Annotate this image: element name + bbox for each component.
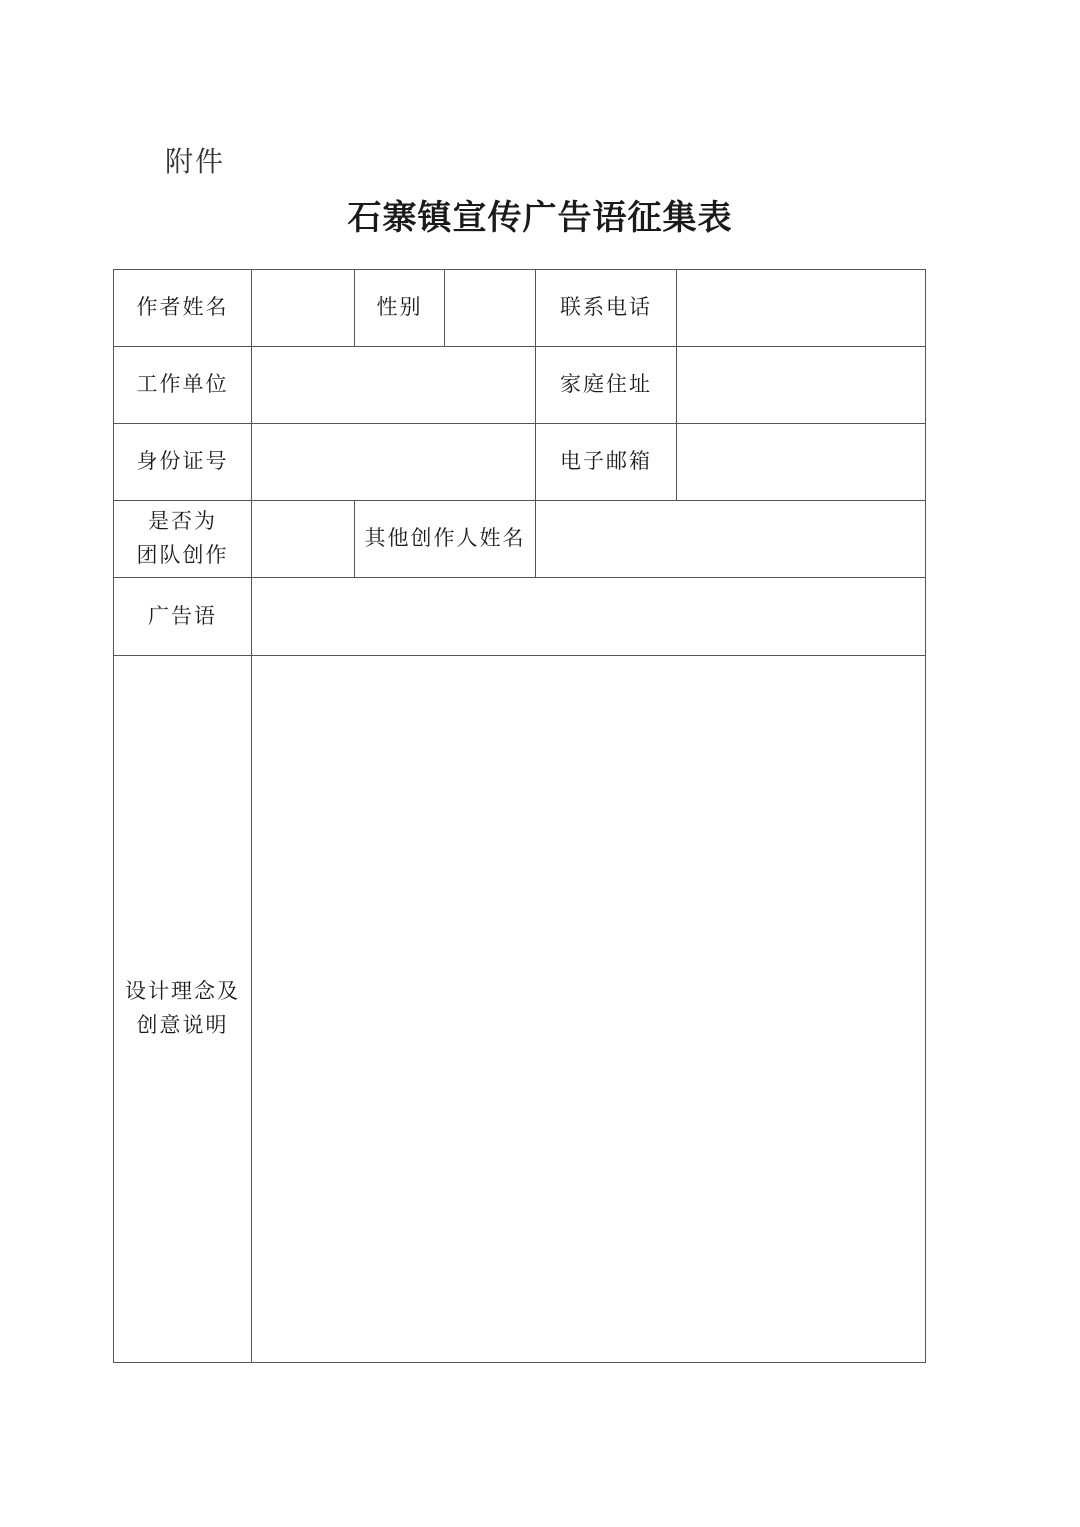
- team-creation-field[interactable]: [252, 501, 355, 578]
- id-number-field[interactable]: [252, 424, 536, 501]
- design-concept-label: [114, 656, 252, 1363]
- work-unit-field[interactable]: [252, 347, 536, 424]
- author-name-field[interactable]: [252, 270, 355, 347]
- slogan-submission-form: [113, 269, 926, 1363]
- email-label: 电子邮箱: [536, 424, 677, 501]
- team-creation-label: [114, 501, 252, 578]
- design-concept-field[interactable]: [252, 656, 926, 1363]
- other-creators-label: 其他创作人姓名: [355, 501, 536, 578]
- phone-label: 联系电话: [536, 270, 677, 347]
- page-title: 石寨镇宣传广告语征集表: [347, 198, 733, 238]
- design-concept-label-line1: 设计理念及: [125, 979, 240, 1004]
- attachment-label: 附件: [165, 145, 226, 178]
- email-field[interactable]: [677, 424, 926, 501]
- slogan-label: 广告语: [114, 578, 252, 656]
- team-creation-label-line1: 是否为: [148, 509, 217, 534]
- work-unit-label: 工作单位: [114, 347, 252, 424]
- slogan-field[interactable]: [252, 578, 926, 656]
- other-creators-field[interactable]: [536, 501, 926, 578]
- home-address-label: 家庭住址: [536, 347, 677, 424]
- id-number-label: 身份证号: [114, 424, 252, 501]
- team-creation-label-line2: 团队创作: [136, 543, 229, 567]
- phone-field[interactable]: [677, 270, 926, 347]
- author-name-label: 作者姓名: [114, 270, 252, 347]
- gender-label: 性别: [355, 270, 445, 347]
- gender-field[interactable]: [445, 270, 536, 347]
- design-concept-label-line2: 创意说明: [136, 1013, 229, 1037]
- home-address-field[interactable]: [677, 347, 926, 424]
